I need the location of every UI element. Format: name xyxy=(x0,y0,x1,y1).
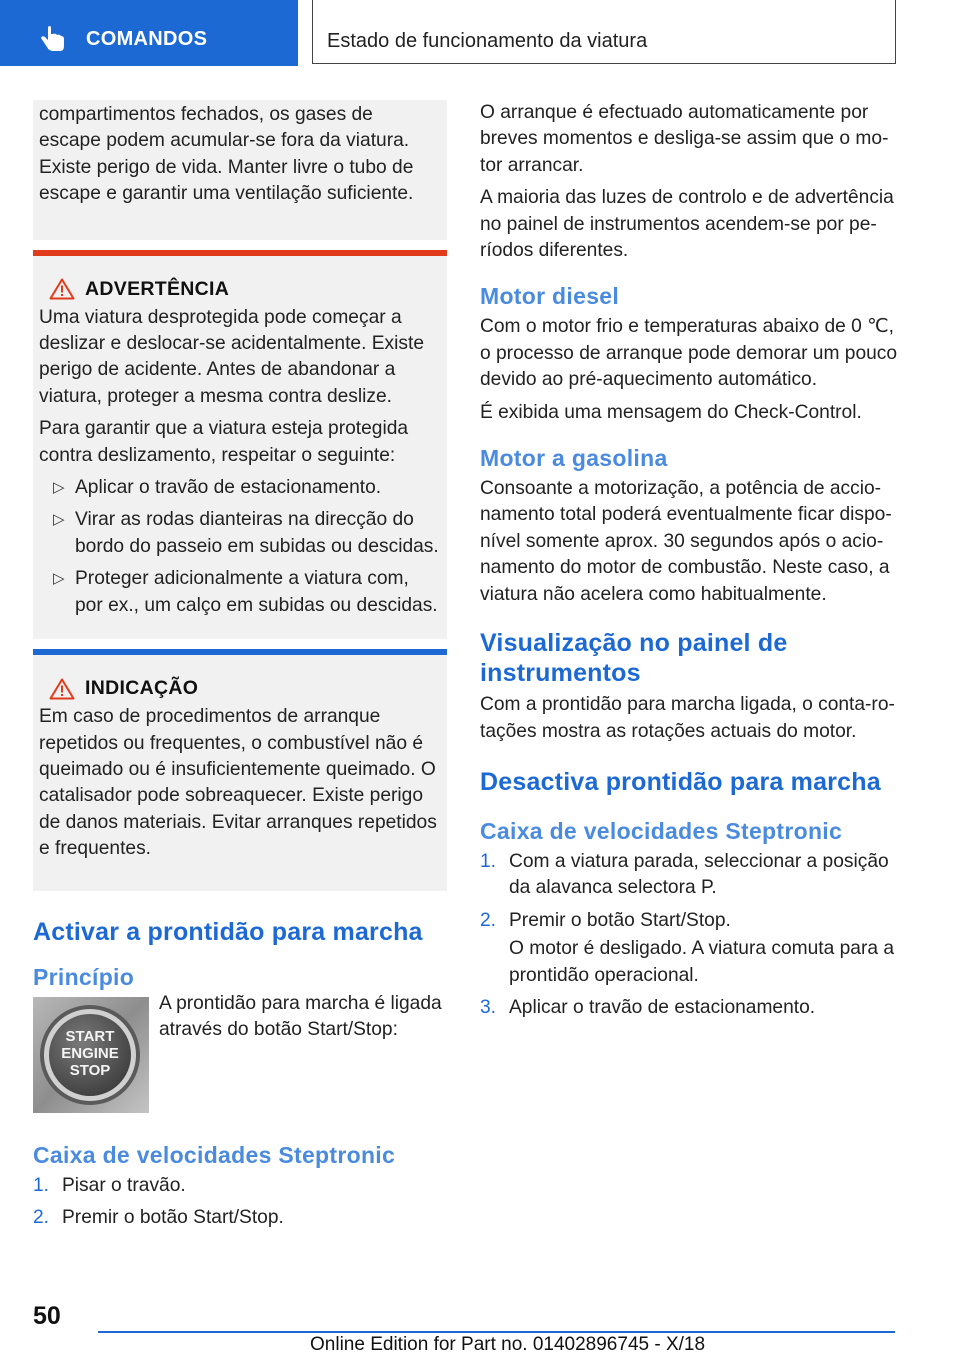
warning-box xyxy=(33,256,447,639)
pointing-hand-icon xyxy=(38,26,68,54)
list-item xyxy=(39,507,439,560)
step-text: Premir o botão Start/Stop. xyxy=(509,909,731,931)
warning-paragraph: Uma viatura desprotegida pode começar a deslizar e deslocar-se acidentalmente. Existe perigo de acidente. Antes de abandonar a viatura, proteger a mesma contra deslize. xyxy=(39,306,425,407)
bullet-triangle-icon: ▷ xyxy=(53,570,65,588)
paragraph: Com o motor frio e temperaturas abaixo de 0 ℃, o processo de arranque pode demorar um pouco devido ao pré-aquecimento automático. xyxy=(480,316,898,391)
list-item xyxy=(480,995,898,1021)
step-subtext: O motor é desligado. A viatura comuta para a prontidão operacional. xyxy=(509,938,895,986)
chapter-title-box xyxy=(312,0,896,64)
paragraph: Com a prontidão para marcha ligada, o conta-rotações mostra as rotações actuais do motor. xyxy=(480,694,895,742)
start-button-label: START xyxy=(65,1027,115,1045)
heading-principle: Princípio xyxy=(33,963,135,990)
heading-display: Visualização no painel de instrumentos xyxy=(480,629,788,688)
heading-activate: Activar a prontidão para marcha xyxy=(33,917,423,946)
left-column xyxy=(33,100,447,1237)
list-item-text: Virar as rodas dianteiras na direcção do bordo do passeio em subidas ou descidas. xyxy=(75,509,439,557)
continued-warning-box xyxy=(33,100,447,240)
list-item xyxy=(480,849,898,902)
step-text: Premir o botão Start/Stop. xyxy=(62,1206,284,1228)
step-text: Aplicar o travão de estacionamento. xyxy=(509,996,816,1018)
footer-edition: Online Edition for Part no. 01402896745 - X/18 xyxy=(310,1334,706,1355)
section-tab xyxy=(0,0,298,66)
start-button-label: STOP xyxy=(69,1061,111,1079)
start-stop-button-image xyxy=(33,997,149,1113)
paragraph: Consoante a motorização, a potência de accionamento total poderá eventualmente ficar disponível somente aprox. 30 segundos após o acionamento do motor de combustão. Neste caso, a viatura não acelera como habitualmente. xyxy=(480,478,892,605)
paragraph: O arranque é efectuado automaticamente por breves momentos e desliga-se assim que o motor arrancar. xyxy=(480,102,889,176)
warning-paragraph: Para garantir que a viatura esteja protegida contra deslizamento, respeitar o seguinte: xyxy=(39,418,409,466)
heading-petrol: Motor a gasolina xyxy=(480,445,668,472)
warning-header xyxy=(39,278,439,301)
list-item-subtext xyxy=(480,936,898,989)
paragraph: É exibida uma mensagem do Check-Control. xyxy=(480,401,862,423)
warning-triangle-icon xyxy=(49,278,75,300)
footer-divider xyxy=(98,1331,895,1333)
heading-deactivate: Desactiva prontidão para marcha xyxy=(480,767,881,796)
notice-header xyxy=(39,677,439,700)
notice-box xyxy=(33,655,447,890)
section-tab-label: COMANDOS xyxy=(86,28,208,50)
step-text: Com a viatura parada, seleccionar a posição da alavanca selectora P. xyxy=(509,850,889,899)
right-column xyxy=(480,100,898,1027)
step-number: 1. xyxy=(33,1174,50,1196)
warning-triangle-icon xyxy=(49,678,75,700)
list-item xyxy=(33,1173,447,1199)
principle-text: A prontidão para marcha é ligada através do botão Start/Stop: xyxy=(159,992,442,1040)
list-item xyxy=(39,566,439,619)
step-text: Pisar o travão. xyxy=(62,1174,186,1196)
list-item-text: Aplicar o travão de estacionamento. xyxy=(75,477,382,499)
bullet-triangle-icon: ▷ xyxy=(53,479,65,497)
notice-title: INDICAÇÃO xyxy=(85,677,199,700)
list-item xyxy=(480,908,898,934)
principle-block xyxy=(33,992,447,1113)
continued-warning-text: compartimentos fechados, os gases de escape podem acumular-se fora da viatura. Existe perigo de vida. Manter livre o tubo de escape e garantir uma ventilação suficiente. xyxy=(39,104,414,205)
chapter-title: Estado de funcionamento da viatura xyxy=(327,30,648,52)
list-item xyxy=(33,1205,447,1231)
step-number: 2. xyxy=(33,1206,50,1228)
step-number: 2. xyxy=(480,909,497,931)
warning-title: ADVERTÊNCIA xyxy=(85,277,230,300)
heading-steptronic: Caixa de velocidades Steptronic xyxy=(480,817,843,844)
bullet-triangle-icon: ▷ xyxy=(53,511,65,529)
list-item-text: Proteger adicionalmente a viatura com, por ex., um calço em subidas ou descidas. xyxy=(75,568,438,616)
heading-steptronic: Caixa de velocidades Steptronic xyxy=(33,1141,396,1168)
start-button-label: ENGINE xyxy=(61,1044,119,1062)
page-number: 50 xyxy=(33,1302,61,1330)
list-item xyxy=(39,475,439,501)
step-number: 1. xyxy=(480,850,497,872)
indent-spacer xyxy=(480,936,509,989)
page-header xyxy=(0,0,960,66)
notice-paragraph: Em caso de procedimentos de arranque repetidos ou frequentes, o combustível não é queimado ou é insuficientemente queimado. O catalisador pode sobreaquecer. Existe perigo de danos materiais. Evitar arranques repetidos e frequentes. xyxy=(39,706,437,860)
paragraph: A maioria das luzes de controlo e de advertência no painel de instrumentos acendem-se por períodos diferentes. xyxy=(480,187,894,262)
step-number: 3. xyxy=(480,996,497,1018)
heading-diesel: Motor diesel xyxy=(480,283,620,310)
